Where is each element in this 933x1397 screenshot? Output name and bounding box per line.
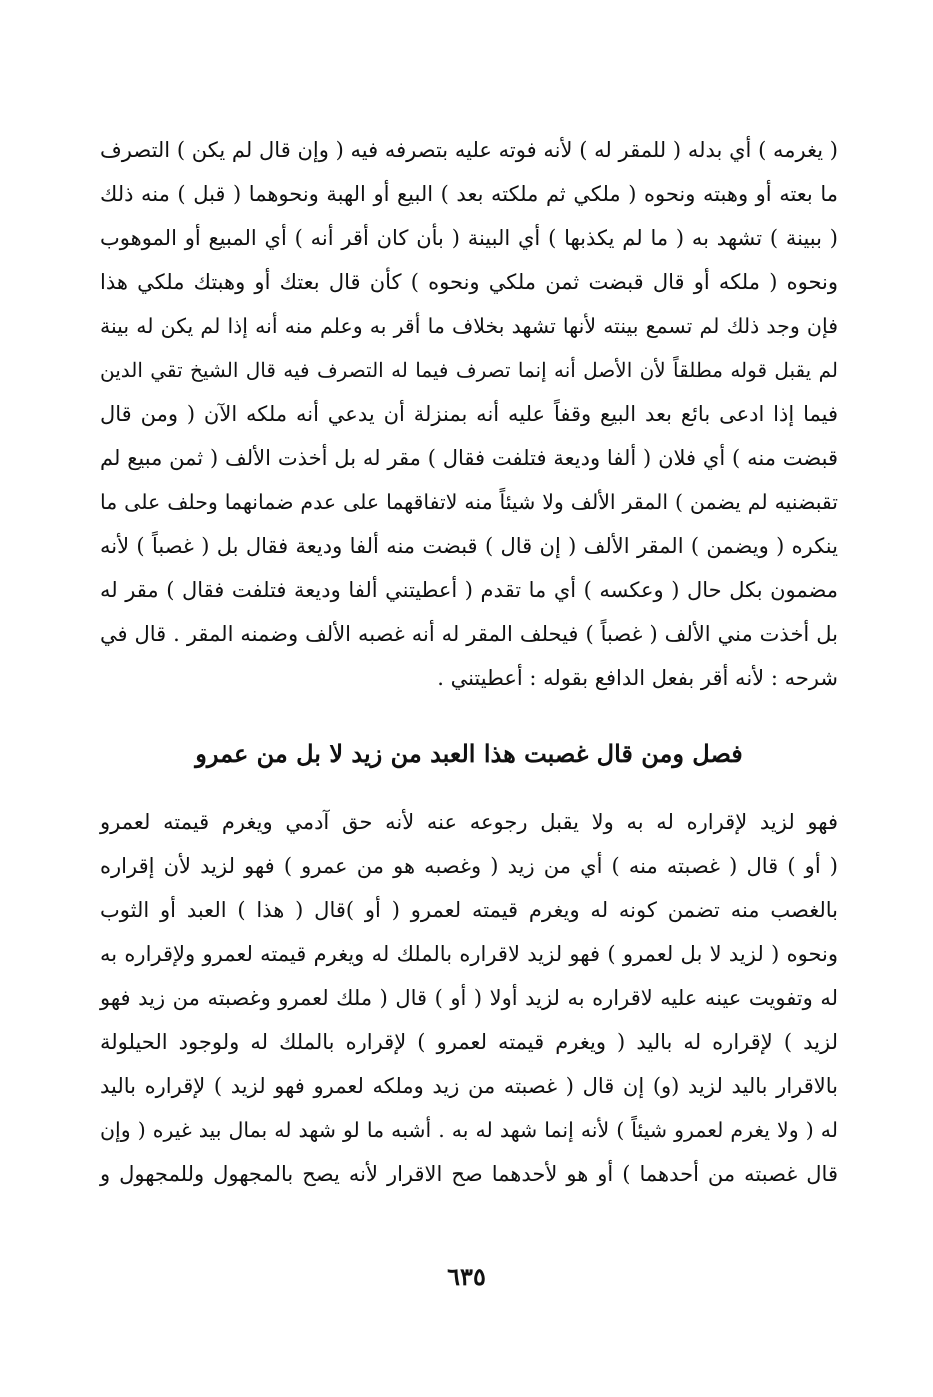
text-line: ما بعته أو وهبته ونحوه ( ملكي ثم ملكته بعد ) البيع أو الهبة ونحوهما ( قبل ) منه ذلك <box>100 182 838 206</box>
text-line: لزيد ) لإقراره له باليد ( ويغرم قيمته لعمرو ) لإقراره بالملك له ولوجود الحيلولة <box>100 1030 838 1054</box>
text-line: ونحوه ( ملكه أو قال قبضت ثمن ملكي ونحوه ) كأن قال بعتك أو وهبتك ملكي هذا <box>100 270 838 294</box>
text-line: قال غصبته من أحدهما ) أو هو لأحدهما صح الاقرار لأنه يصح بالمجهول وللمجهول و <box>100 1162 838 1186</box>
page-body <box>100 128 838 1196</box>
section-heading: فصل ومن قال غصبت هذا العبد من زيد لا بل من عمرو <box>195 739 743 768</box>
text-line: فيما إذا ادعى بائع بعد البيع وقفاً عليه أنه بمنزلة أن يدعي أنه ملكه الآن ( ومن قال <box>100 402 838 426</box>
text-line: بالغصب منه تضمن كونه له ويغرم قيمته لعمرو ( أو )قال ( هذا ) العبد أو الثوب <box>100 898 838 922</box>
paragraph-2 <box>100 800 838 1196</box>
text-line: لم يقبل قوله مطلقاً لأن الأصل أنه إنما تصرف فيما له التصرف فيه قال الشيخ تقي الدين <box>100 358 838 382</box>
text-line: تقبضنيه لم يضمن ) المقر الألف ولا شيئاً منه لاتفاقهما على عدم ضمانهما وحلف على ما <box>100 490 838 514</box>
text-line: له ( ولا يغرم لعمرو شيئاً ) لأنه إنما شهد له به . أشبه ما لو شهد له بمال بيد غيره ( وإن <box>100 1118 838 1142</box>
text-line: ( يغرمه ) أي بدله ( للمقر له ) لأنه فوته عليه بتصرفه فيه ( وإن قال لم يكن ) التصرف <box>100 138 838 162</box>
text-line: ( أو ) قال ( غصبته منه ) أي من زيد ( وغصبه هو من عمرو ) فهو لزيد لأن إقراره <box>100 854 838 878</box>
text-line: بل أخذت مني الألف ( غصباً ) فيحلف المقر له أنه غصبه الألف وضمنه المقر . قال في <box>100 622 838 646</box>
text-line: بالاقرار باليد لزيد (و) إن قال ( غصبته من زيد وملكه لعمرو فهو لزيد ) لإقراره باليد <box>100 1074 838 1098</box>
text-line: شرحه : لأنه أقر بفعل الدافع بقوله : أعطيتني . <box>437 666 838 690</box>
text-line: فهو لزيد لإقراره له به ولا يقبل رجوعه عنه لأنه حق آدمي ويغرم قيمته لعمرو <box>100 810 838 834</box>
text-line: ( ببينة ) تشهد به ( ما لم يكذبها ) أي البينة ( بأن كان أقر أنه ) أي المبيع أو الموهوب <box>100 226 838 250</box>
text-line: مضمون بكل حال ( وعكسه ) أي ما تقدم ( أعطيتني ألفا وديعة فتلفت فقال ) مقر له <box>100 578 838 602</box>
paragraph-1 <box>100 128 838 700</box>
text-line: فإن وجد ذلك لم تسمع بينته لأنها تشهد بخلاف ما أقر به وعلم منه أنه إذا لم يكن له بينة <box>100 314 838 338</box>
page-number: ٦٣٥ <box>447 1262 486 1291</box>
text-line: له وتفويت عينه عليه لاقراره به لزيد أولا ( أو ) قال ( ملك لعمرو وغصبته من زيد فهو <box>100 986 838 1010</box>
text-line: ونحوه ( لزيد لا بل لعمرو ) فهو لزيد لاقراره بالملك له ويغرم قيمته لعمرو ولإقراره به <box>100 942 838 966</box>
text-line: ينكره ( ويضمن ) المقر الألف ( إن قال ) قبضت منه ألفا وديعة فقال بل ( غصباً ) لأنه <box>100 534 838 558</box>
text-line: قبضت منه ) أي فلان ( ألفا وديعة فتلفت فقال ) مقر له بل أخذت الألف ( ثمن مبيع لم <box>100 446 838 470</box>
